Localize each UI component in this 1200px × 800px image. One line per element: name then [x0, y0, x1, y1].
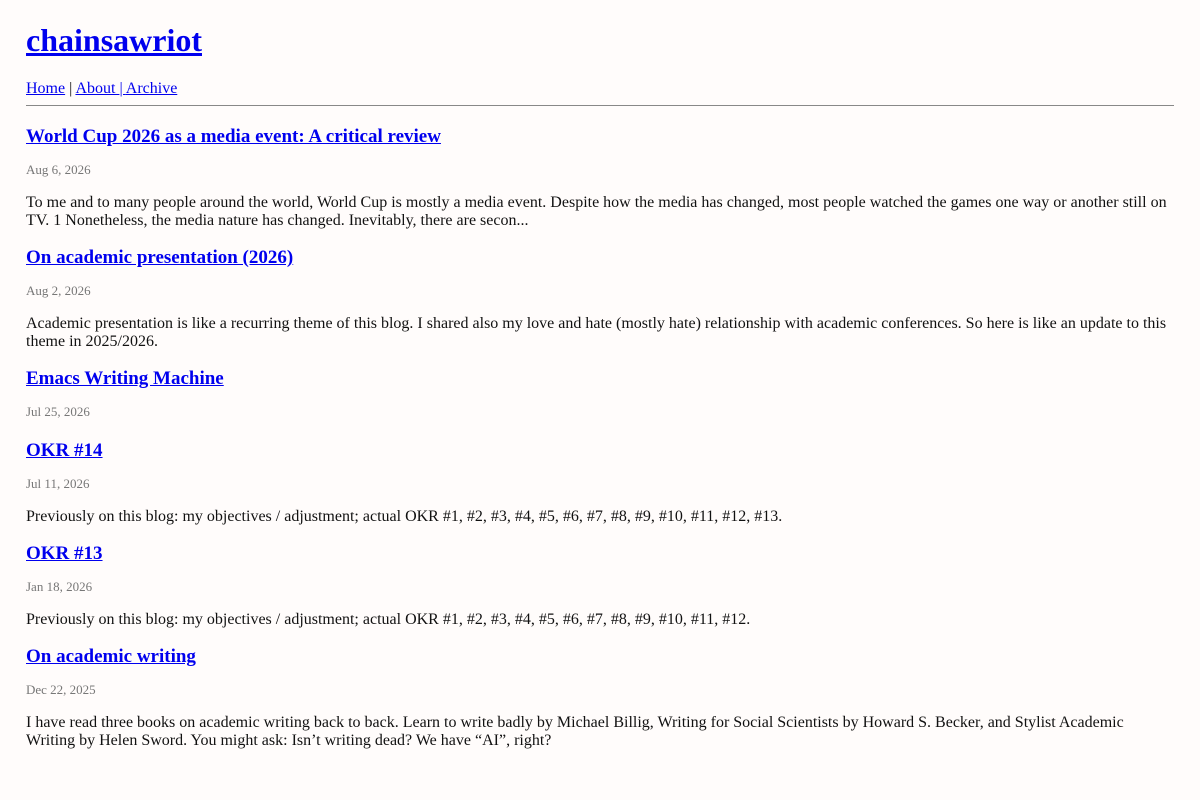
post-date: Jul 25, 2026: [26, 404, 90, 419]
post-title-link[interactable]: OKR #13: [26, 543, 103, 564]
post-excerpt: To me and to many people around the world, World Cup is mostly a media event. Despite how the media has changed, most people watched the games one way or another still on TV. 1 Nonetheless, the media nature has changed. Inevitably, there are secon...: [26, 194, 1167, 229]
site-title-link[interactable]: chainsawriot: [26, 22, 202, 58]
post-title: [26, 367, 1174, 391]
post-date: Jan 18, 2026: [26, 579, 93, 594]
site-title: [26, 20, 202, 60]
post-title-link[interactable]: On academic writing: [26, 646, 196, 667]
post-excerpt: Previously on this blog: my objectives / adjustment; actual OKR #1, #2, #3, #4, #5, #6, #7, #8, #9, #10, #11, #12, #13.: [26, 508, 783, 525]
main-nav: [26, 79, 177, 99]
post-excerpt: Previously on this blog: my objectives / adjustment; actual OKR #1, #2, #3, #4, #5, #6, #7, #8, #9, #10, #11, #12.: [26, 611, 751, 628]
nav-home-link[interactable]: Home: [26, 80, 66, 97]
nav-about-link[interactable]: About: [75, 80, 120, 97]
post-title-link[interactable]: OKR #14: [26, 440, 103, 461]
post-item: [26, 542, 1174, 629]
post-excerpt: I have read three books on academic writing back to back. Learn to write badly by Michael Billig, Writing for Social Scientists by Howard S. Becker, and Stylist Academic Writing by Helen Sword. You might ask: Isn’t writing dead? We have “AI”, right?: [26, 714, 1124, 749]
post-title: [26, 439, 1174, 463]
nav-separator: |: [65, 80, 76, 97]
nav-archive-link[interactable]: Archive: [125, 80, 178, 97]
post-title-link[interactable]: Emacs Writing Machine: [26, 368, 224, 389]
post-item: [26, 367, 1174, 420]
post-date: Aug 6, 2026: [26, 162, 91, 177]
post-title: [26, 542, 1174, 566]
post-item: [26, 645, 1174, 750]
header-divider: [26, 105, 1174, 106]
post-date: Aug 2, 2026: [26, 283, 91, 298]
post-title: [26, 246, 1174, 270]
post-title-link[interactable]: World Cup 2026 as a media event: A critical review: [26, 126, 441, 147]
post-item: [26, 125, 1174, 230]
post-title-link[interactable]: On academic presentation (2026): [26, 247, 294, 268]
post-item: [26, 246, 1174, 351]
post-title: [26, 125, 1174, 149]
post-excerpt: Academic presentation is like a recurring theme of this blog. I shared also my love and hate (mostly hate) relationship with academic conferences. So here is like an update to this theme in 2025/2026.: [26, 315, 1167, 350]
post-date: Dec 22, 2025: [26, 682, 96, 697]
nav-separator-link[interactable]: |: [119, 80, 126, 97]
post-list: [26, 125, 1174, 766]
post-title: [26, 645, 1174, 669]
post-date: Jul 11, 2026: [26, 476, 90, 491]
post-item: [26, 439, 1174, 526]
